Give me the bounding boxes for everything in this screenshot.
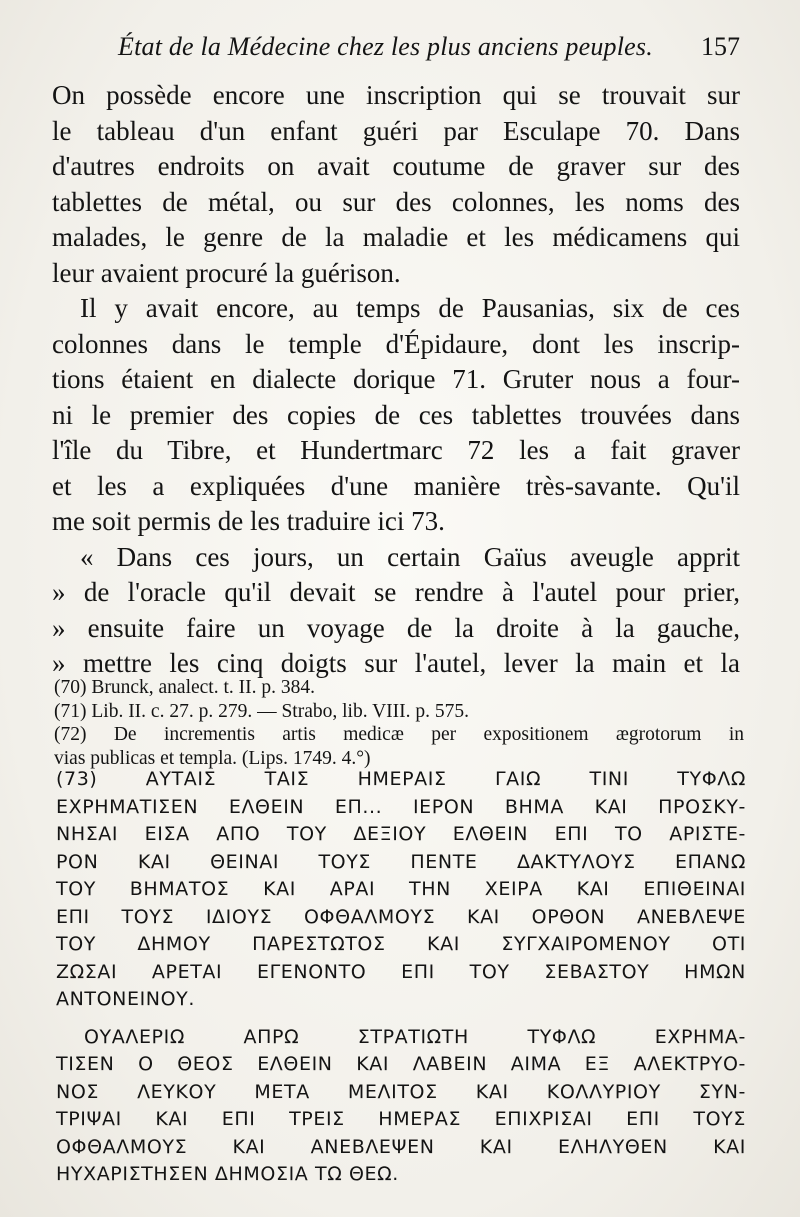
inscription-line: ΗΥΧΑΡΙΣΤΗΣΕΝ ΔΗΜΟΣΙΑ ΤΩ ΘΕΩ. (56, 1163, 399, 1185)
footnotes (54, 676, 744, 770)
text-line: leur avaient procuré la guérison. (52, 257, 401, 288)
inscription-line: ΝΟΣ ΛΕΥΚΟΥ ΜΕΤΑ ΜΕΛΙΤΟΣ ΚΑΙ ΚΟΛΛΥΡΙΟΥ ΣΥΝ- (56, 1080, 746, 1103)
footnote-71: (71) Lib. II. c. 27. p. 279. — Strabo, lib. VIII. p. 575. (54, 700, 470, 722)
inscription-line: ΕΧΡΗΜΑΤΙΣΕΝ ΕΛΘΕΙΝ ΕΠ... ΙΕΡΟΝ ΒΗΜΑ ΚΑΙ ΠΡΟΣΚΥ- (56, 795, 746, 818)
greek-inscription (56, 766, 746, 1189)
text-line: » de l'oracle qu'il devait se rendre à l'autel pour prier, (52, 577, 740, 607)
text-line: « Dans ces jours, un certain Gaïus aveugle apprit (80, 541, 740, 572)
text-line: le tableau d'un enfant guéri par Esculape 70. Dans (52, 115, 740, 146)
footnote-72-continued: vias publicas et templa. (Lips. 1749. 4.°) (54, 747, 371, 769)
text-line: On possède encore une inscription qui se trouvait sur (52, 80, 740, 110)
text-line: et les a expliquées d'une manière très-savante. Qu'il (52, 470, 740, 501)
inscription-line: ΝΗΣΑΙ ΕΙΣΑ ΑΠΟ ΤΟΥ ΔΕΞΙΟΥ ΕΛΘΕΙΝ ΕΠΙ ΤΟ ΑΡΙΣΤΕ- (56, 823, 746, 845)
main-text (52, 78, 740, 682)
footnote-72: (72) De incrementis artis medicæ per expositionem ægrotorum in (54, 724, 744, 745)
text-line: l'île du Tibre, et Hundertmarc 72 les a fait graver (52, 435, 740, 465)
inscription-line: ΟΦΘΑΛΜΟΥΣ ΚΑΙ ΑΝΕΒΛΕΨΕΝ ΚΑΙ ΕΛΗΛΥΘΕΝ ΚΑΙ (56, 1135, 746, 1158)
inscription-line: ΕΠΙ ΤΟΥΣ ΙΔΙΟΥΣ ΟΦΘΑΛΜΟΥΣ ΚΑΙ ΟΡΘΟΝ ΑΝΕΒΛΕΨΕ (56, 905, 746, 928)
text-line: tablettes de métal, ou sur des colonnes, les noms des (52, 186, 740, 217)
paragraph-gap (56, 1014, 746, 1024)
text-line: tions étaient en dialecte dorique 71. Gruter nous a four- (52, 364, 740, 394)
page-number: 157 (701, 32, 740, 61)
text-line: d'autres endroits on avait coutume de graver sur des (52, 151, 740, 181)
inscription-line: ΡΟΝ ΚΑΙ ΘΕΙΝΑΙ ΤΟΥΣ ΠΕΝΤΕ ΔΑΚΤΥΛΟΥΣ ΕΠΑΝΩ (56, 850, 746, 873)
inscription-line: ΤΙΣΕΝ Ο ΘΕΟΣ ΕΛΘΕΙΝ ΚΑΙ ΛΑΒΕΙΝ ΑΙΜΑ ΕΞ ΑΛΕΚΤΡΥΟ- (56, 1053, 746, 1075)
page-header (118, 30, 740, 70)
inscription-line: ΖΩΣΑΙ ΑΡΕΤΑΙ ΕΓΕΝΟΝΤΟ ΕΠΙ ΤΟΥ ΣΕΒΑΣΤΟΥ ΗΜΩΝ (56, 960, 746, 983)
text-line: me soit permis de les traduire ici 73. (52, 506, 445, 536)
footnote-70: (70) Brunck, analect. t. II. p. 384. (54, 677, 316, 698)
inscription-line: ΤΟΥ ΒΗΜΑΤΟΣ ΚΑΙ ΑΡΑΙ ΤΗΝ ΧΕΙΡΑ ΚΑΙ ΕΠΙΘΕΙΝΑΙ (56, 878, 746, 900)
text-line: » mettre les cinq doigts sur l'autel, lever la main et la (52, 648, 740, 678)
text-line: colonnes dans le temple d'Épidaure, dont les inscrip- (52, 328, 740, 359)
text-line: Il y avait encore, au temps de Pausanias, six de ces (80, 293, 740, 323)
text-line: malades, le genre de la maladie et les médicamens qui (52, 222, 740, 252)
text-line: ni le premier des copies de ces tablettes trouvées dans (52, 399, 740, 430)
inscription-line: ΤΡΙΨΑΙ ΚΑΙ ΕΠΙ ΤΡΕΙΣ ΗΜΕΡΑΣ ΕΠΙΧΡΙΣΑΙ ΕΠΙ ΤΟΥΣ (56, 1108, 746, 1130)
inscription-line: ΟΥΑΛΕΡΙΩ ΑΠΡΩ ΣΤΡΑΤΙΩΤΗ ΤΥΦΛΩ ΕΧΡΗΜΑ- (84, 1025, 746, 1048)
inscription-line: ΤΟΥ ΔΗΜΟΥ ΠΑΡΕΣΤΩΤΟΣ ΚΑΙ ΣΥΓΧΑΙΡΟΜΕΝΟΥ ΟΤΙ (56, 933, 746, 955)
inscription-line: (73) ΑΥΤΑΙΣ ΤΑΙΣ ΗΜΕΡΑΙΣ ΓΑΙΩ ΤΙΝΙ ΤΥΦΛΩ (56, 768, 746, 790)
running-title: État de la Médecine chez les plus anciens peuples. (118, 32, 653, 61)
inscription-line: ΑΝΤΟΝΕΙΝΟΥ. (56, 988, 196, 1010)
text-line: » ensuite faire un voyage de la droite à la gauche, (52, 612, 740, 643)
